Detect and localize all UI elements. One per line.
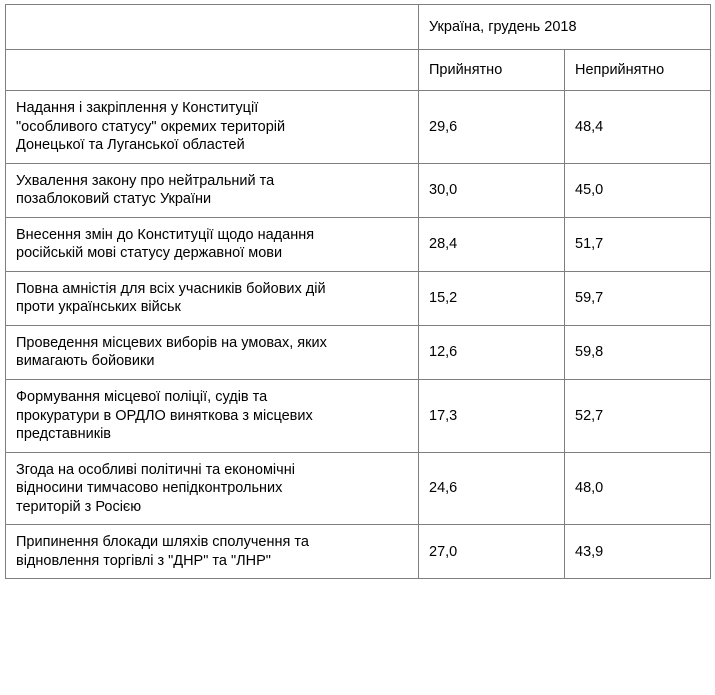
statement-line: відновлення торгівлі з "ДНР" та "ЛНР" [16,552,271,569]
acceptable-value-cell: 12,6 [419,325,565,379]
column-header-unacceptable: Неприйнятно [565,50,711,91]
statement-line: Ухвалення закону про нейтральний та [16,172,275,189]
unacceptable-value-cell: 59,7 [565,271,711,325]
statement-line: російській мові статусу державної мови [16,245,283,262]
unacceptable-value-cell: 48,0 [565,452,711,525]
table-row [6,91,711,164]
statement-cell [6,325,419,379]
statement-line: Формування місцевої поліції, судів та [16,389,268,406]
acceptable-value-cell: 24,6 [419,452,565,525]
unacceptable-value-cell: 51,7 [565,217,711,271]
statement-line: територій з Росією [16,498,142,515]
statement-line: відносини тимчасово непідконтрольних [16,480,283,497]
acceptable-value-cell: 30,0 [419,163,565,217]
statement-cell [6,380,419,453]
period-label: Україна, грудень 2018 [419,5,711,50]
table-row [6,380,711,453]
statement-line: Згода на особливі політичні та економічні [16,461,295,478]
survey-results-table [5,4,711,579]
statement-line: проти українських військ [16,299,181,316]
statement-cell [6,525,419,579]
statement-line: представників [16,426,111,443]
corner-blank-cell [6,5,419,50]
unacceptable-value-cell: 43,9 [565,525,711,579]
statement-line: "особливого статусу" окремих територій [16,118,286,135]
acceptable-value-cell: 28,4 [419,217,565,271]
statement-line: Припинення блокади шляхів сполучення та [16,534,309,551]
statement-cell [6,217,419,271]
table-body [6,5,711,579]
table-row [6,325,711,379]
acceptable-value-cell: 15,2 [419,271,565,325]
acceptable-value-cell: 17,3 [419,380,565,453]
statement-line: Проведення місцевих виборів на умовах, яких [16,334,327,351]
statement-line: позаблоковий статус України [16,191,212,208]
unacceptable-value-cell: 59,8 [565,325,711,379]
statement-line: Повна амністія для всіх учасників бойових дій [16,280,326,297]
acceptable-value-cell: 27,0 [419,525,565,579]
unacceptable-value-cell: 48,4 [565,91,711,164]
statement-line: вимагають бойовики [16,353,155,370]
table-header-period-row [6,5,711,50]
statement-cell [6,452,419,525]
unacceptable-value-cell: 45,0 [565,163,711,217]
statement-cell [6,91,419,164]
statement-cell [6,271,419,325]
table-row [6,217,711,271]
table-row [6,163,711,217]
statement-line: прокуратури в ОРДЛО виняткова з місцевих [16,407,313,424]
table-header-columns-row [6,50,711,91]
table-row [6,452,711,525]
table-row [6,271,711,325]
table-row [6,525,711,579]
column-header-acceptable: Прийнятно [419,50,565,91]
statement-line: Донецької та Луганської областей [16,137,245,154]
acceptable-value-cell: 29,6 [419,91,565,164]
unacceptable-value-cell: 52,7 [565,380,711,453]
statement-line: Надання і закріплення у Конституції [16,100,259,116]
statement-cell [6,163,419,217]
statement-line: Внесення змін до Конституції щодо надання [16,226,315,243]
corner-blank-cell-2 [6,50,419,91]
